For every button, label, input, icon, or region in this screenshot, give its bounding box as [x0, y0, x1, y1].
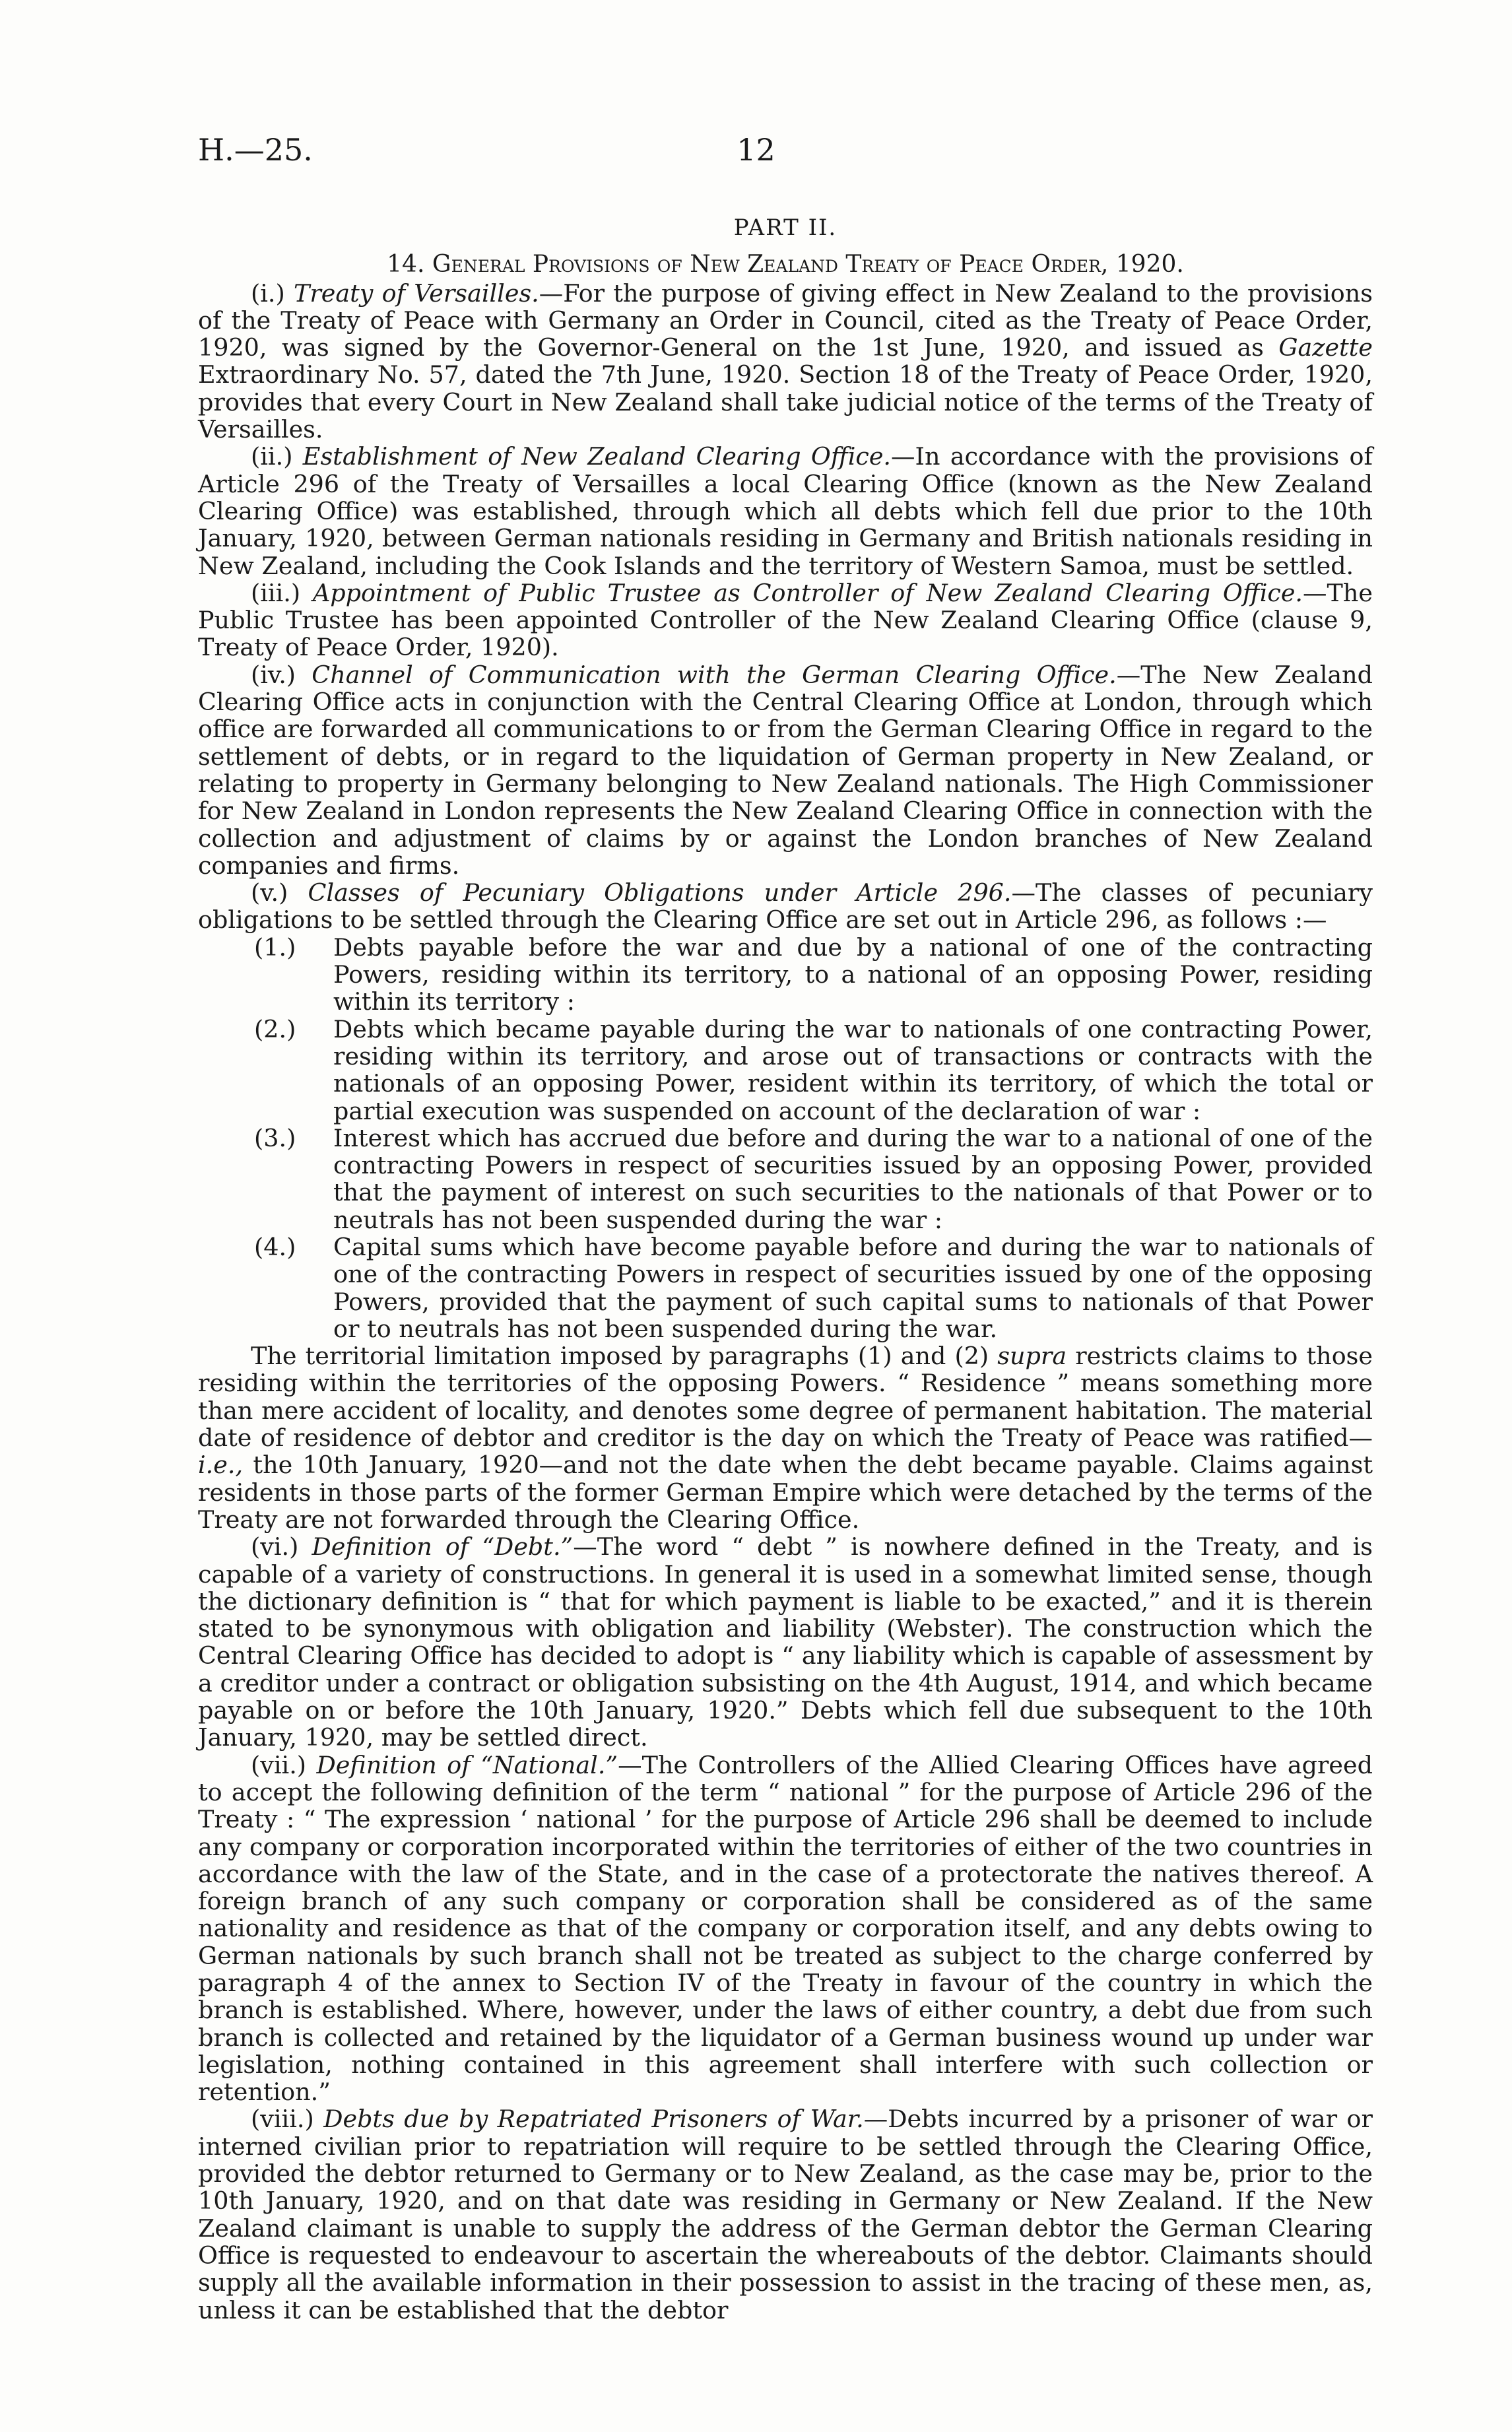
paragraph-number: (viii.) [251, 2105, 314, 2134]
paragraph-text: —The classes of pecuniary obligations to be settled through the Clearing Office are set out in Article 296, as follows :— [198, 878, 1373, 935]
paragraph-text: the 10th January, 1920—and not the date when the debt became payable. Claims against residents in those parts of the former German Empire which were detached by the terms of the Treaty are not forwarded through the Clearing Office. [198, 1451, 1373, 1534]
paragraph-classes-of-obligations [198, 879, 1373, 934]
list-item-number: (1.) [254, 933, 296, 962]
paragraph-heading: Classes of Pecuniary Obligations under Article 296. [308, 878, 1012, 907]
paragraph-heading: Channel of Communication with the German Clearing Office. [312, 660, 1117, 689]
page-number: 12 [737, 132, 775, 168]
paragraph-appointment [198, 579, 1373, 661]
paragraph-number: (vii.) [251, 1750, 307, 1779]
paragraph-treaty-of-versailles [198, 280, 1373, 444]
paragraph-heading: Treaty of Versailles. [293, 279, 539, 308]
list-item-text: Interest which has accrued due before and during the war to a national of one of the contracting Powers in respect of securities issued by an opposing Power, provided that the payment of interest on such securities to the nationals of that Power or to neutrals has not been suspended during the war : [333, 1123, 1373, 1234]
paragraph-text: —Debts incurred by a prisoner of war or interned civilian prior to repatriation will require to be settled through the Clearing Office, provided the debtor returned to Germany or to New Zealand, as the case may be, prior to the 10th January, 1920, and on that date was residing in Germany or New Zealand. If the New Zealand claimant is unable to supply the address of the German debtor the German Clearing Office is requested to endeavour to ascertain the whereabouts of the debtor. Claimants should supply all the available information in their possession to assist in the tracing of these men, as, unless it can be established that the debtor [198, 2105, 1373, 2324]
paragraph-establishment [198, 443, 1373, 579]
document-body [198, 214, 1373, 2324]
document-reference: H.—25. [198, 132, 313, 168]
list-item [254, 1233, 1373, 1342]
paragraph-text: —The New Zealand Clearing Office acts in conjunction with the Central Clearing Office at London, through which office are forwarded all communications to or from the German Clearing Office in regard to the settlement of debts, or in regard to the liquidation of German property in New Zealand, or relating to property in Germany belonging to New Zealand nationals. The High Commissioner for New Zealand in London represents the New Zealand Clearing Office in connection with the collection and adjustment of claims by or against the London branches of New Zealand companies and firms. [198, 660, 1373, 880]
paragraph-text: The territorial limitation imposed by paragraphs (1) and (2) [251, 1342, 998, 1371]
paragraph-heading: Definition of “National.” [316, 1750, 618, 1779]
part-title: PART II. [733, 214, 838, 241]
paragraph-number: (ii.) [251, 442, 293, 471]
paragraph-text: —The Public Trustee has been appointed Controller of the New Zealand Clearing Office (clause 9, Treaty of Peace Order, 1920). [198, 578, 1373, 662]
list-item-text: Debts which became payable during the war to nationals of one contracting Power, residing within its territory, and arose out of transactions or contracts with the nationals of an opposing Power, resident within its territory, of which the total or partial execution was suspended on account of the declaration of war : [333, 1014, 1373, 1125]
supra-italic: supra [997, 1342, 1067, 1371]
running-header [198, 132, 1314, 178]
paragraph-territorial-limitation [198, 1342, 1373, 1533]
paragraph-text: —The Controllers of the Allied Clearing Offices have agreed to accept the following definition of the term “ national ” for the purpose of Article 296 of the Treaty : “ The expression ‘ national ’ for the purpose of Article 296 shall be deemed to include any company or corporation incorporated within the territories of either of the two countries in accordance with the law of the State, and in the case of a protectorate the natives thereof. A foreign branch of any such company or corporation shall be considered as of the same nationality and residence as that of the company or corporation itself, and any debts owing to German nationals by such branch shall not be treated as subject to the charge conferred by paragraph 4 of the annex to Section IV of the Treaty in favour of the country in which the branch is established. Where, however, under the laws of either country, a debt due from such branch is collected and retained by the liquidator of a German business wound up under war legislation, nothing contained in this agreement shall interfere with such collection or retention.” [198, 1750, 1373, 2107]
paragraph-number: (iii.) [251, 578, 301, 607]
paragraph-heading: Definition of “Debt.” [312, 1532, 574, 1561]
ie-italic: i.e., [198, 1451, 244, 1480]
paragraph-text: —The word “ debt ” is nowhere defined in the Treaty, and is capable of a variety of constructions. In general it is used in a somewhat limited sense, though the dictionary definition is “ that for which payment is liable to be exacted,” and it is therein stated to be synonymous with obligation and liability (Webster). The construction which the Central Clearing Office has decided to adopt is “ any liability which is capable of assessment by a creditor under a contract or obligation subsisting on the 4th August, 1914, and which became payable on or before the 10th January, 1920.” Debts which fell due subsequent to the 10th January, 1920, may be settled direct. [198, 1532, 1373, 1752]
paragraph-heading: Appointment of Public Trustee as Controller of New Zealand Clearing Office. [312, 578, 1303, 607]
gazette-italic: Gazette [1278, 333, 1373, 362]
list-item-text: Debts payable before the war and due by a national of one of the contracting Powers, residing within its territory, to a national of an opposing Power, residing within its territory : [333, 933, 1373, 1016]
paragraph-text: —For the purpose of giving effect in New Zealand to the provisions of the Treaty of Peace with Germany an Order in Council, cited as the Treaty of Peace Order, 1920, was signed by the Governor-General on the 1st June, 1920, and issued as [198, 279, 1373, 362]
obligations-list [254, 934, 1373, 1342]
paragraph-number: (iv.) [251, 660, 296, 689]
section-heading: General Provisions of New Zealand Treaty of Peace Order, 1920. [432, 251, 1184, 279]
section-title [198, 251, 1373, 278]
paragraph-definition-national [198, 1752, 1373, 2106]
list-item-number: (4.) [254, 1232, 296, 1261]
paragraph-number: (vi.) [251, 1532, 299, 1561]
paragraph-text: —In accordance with the provisions of Article 296 of the Treaty of Versailles a local Clearing Office (known as the New Zealand Clearing Office) was established, through which all debts which fell due prior to the 10th January, 1920, between German nationals residing in Germany and British nationals residing in New Zealand, including the Cook Islands and the territory of Western Samoa, must be settled. [198, 442, 1373, 580]
list-item-number: (3.) [254, 1123, 296, 1152]
paragraph-heading: Establishment of New Zealand Clearing Office. [302, 442, 892, 471]
paragraph-channel-of-communication [198, 661, 1373, 879]
paragraph-definition-debt [198, 1533, 1373, 1751]
list-item-number: (2.) [254, 1014, 296, 1043]
paragraph-heading: Debts due by Repatriated Prisoners of War. [323, 2105, 864, 2134]
paragraph-number: (i.) [251, 279, 285, 308]
list-item-text: Capital sums which have become payable before and during the war to nationals of one of the contracting Powers in respect of securities issued by one of the opposing Powers, provided that the payment of such capital sums to nationals of that Power or to neutrals has not been suspended during the war. [333, 1232, 1373, 1343]
section-number: 14. [387, 251, 425, 279]
paragraph-text: restricts claims to those residing within the territories of the opposing Powers. “ Residence ” means something more than mere accident of locality, and denotes some degree of permanent habitation. The material date of residence of debtor and creditor is the day on which the Treaty of Peace was ratified— [198, 1342, 1373, 1453]
list-item [254, 1016, 1373, 1125]
paragraph-text-end: Extraordinary No. 57, dated the 7th June, 1920. Section 18 of the Treaty of Peace Order, 1920, provides that every Court in New Zealand shall take judicial notice of the terms of the Treaty of Versailles. [198, 360, 1373, 444]
list-item [254, 1125, 1373, 1233]
paragraph-number: (v.) [251, 878, 288, 907]
paragraph-prisoners-of-war [198, 2105, 1373, 2323]
list-item [254, 934, 1373, 1016]
